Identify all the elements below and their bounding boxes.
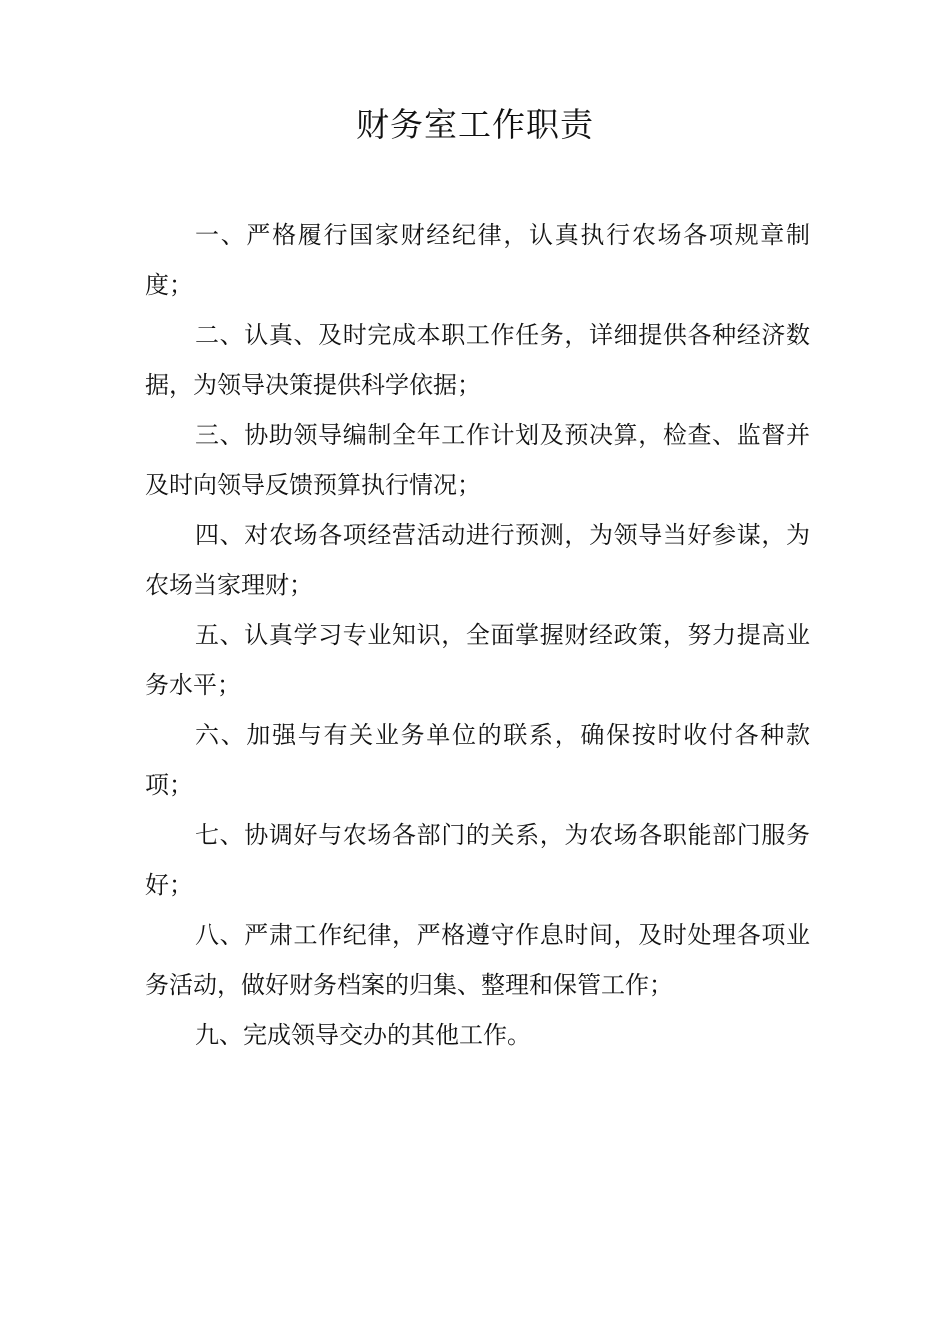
duty-item-9: 九、完成领导交办的其他工作。	[195, 1021, 531, 1049]
duty-item-8: 八、严肃工作纪律，严格遵守作息时间，及时处理各项业务活动，做好财务档案的归集、整理和保管工作；	[145, 921, 810, 999]
page-title: 财务室工作职责	[356, 105, 594, 144]
duty-item-7: 七、协调好与农场各部门的关系，为农场各职能部门服务好；	[145, 821, 810, 899]
duty-item-6: 六、加强与有关业务单位的联系，确保按时收付各种款项；	[145, 721, 810, 799]
duty-item-2: 二、认真、及时完成本职工作任务，详细提供各种经济数据，为领导决策提供科学依据；	[145, 321, 810, 399]
duty-list	[145, 210, 810, 1060]
duty-item-1: 一、严格履行国家财经纪律，认真执行农场各项规章制度；	[145, 221, 810, 299]
duty-item-5: 五、认真学习专业知识，全面掌握财经政策，努力提高业务水平；	[145, 621, 810, 699]
duty-item-4: 四、对农场各项经营活动进行预测，为领导当好参谋，为农场当家理财；	[145, 521, 810, 599]
duty-item-3: 三、协助领导编制全年工作计划及预决算，检查、监督并及时向领导反馈预算执行情况；	[145, 421, 810, 499]
